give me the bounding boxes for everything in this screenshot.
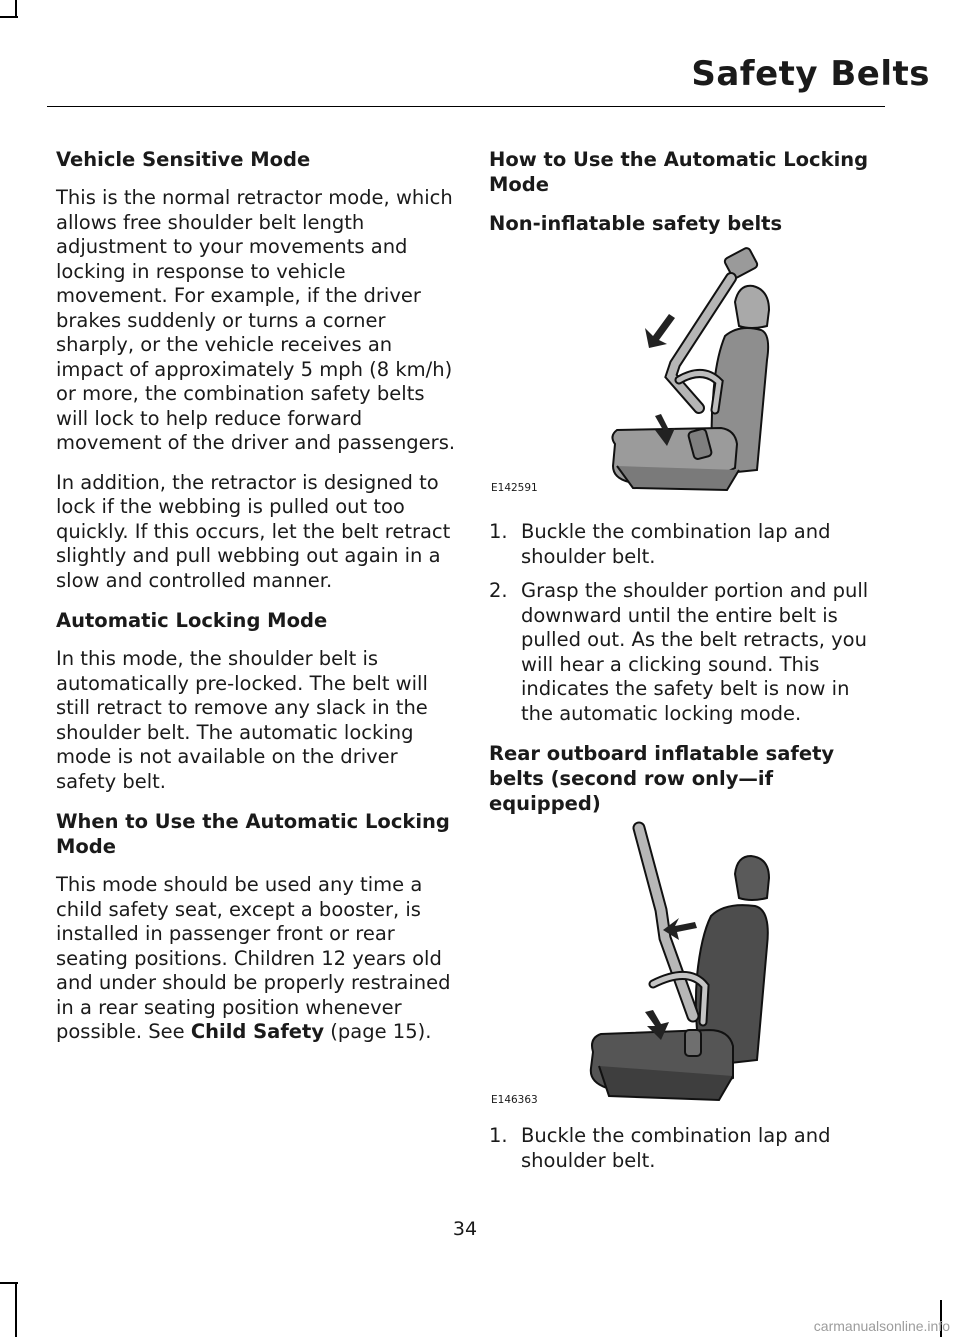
rear-seat-illustration [489, 816, 884, 1112]
paragraph: In addition, the retractor is designed to lock if the webbing is pulled out too quickly. If this occurs, let the belt retract slightly and pull webbing out again in a slow and controlled manner. [56, 470, 451, 592]
seat-illustration [489, 240, 884, 508]
heading-automatic-locking-mode: Automatic Locking Mode [56, 609, 328, 632]
heading-how-to-use: How to Use the Automatic Locking Mode [489, 148, 869, 196]
seat-belt-illustration-front [489, 240, 884, 508]
paragraph: In this mode, the shoulder belt is automatically pre-locked. The belt will still retract to remove any slack in the shoulder belt. The automatic locking mode is not available on the driver safety belt. [56, 647, 428, 793]
list-item [489, 520, 884, 569]
watermark[interactable]: carmanualsonline.info [813, 1318, 950, 1334]
right-column [489, 147, 884, 1188]
page-reference: (page 15). [324, 1020, 432, 1043]
seat-belt-illustration-rear [489, 816, 884, 1112]
paragraph: This is the normal retractor mode, which allows free shoulder belt length adjustment to your movements and locking in response to vehicle movement. For example, if the driver brakes suddenly or turns a corner sharply, or the vehicle receives an impact of approximately 5 mph (8 km/h) or more, the combination safety belts will lock to help reduce forward movement of the driver and passengers. [56, 186, 456, 454]
page-number: 34 [452, 1218, 478, 1240]
paragraph [56, 873, 456, 1045]
steps-list-2 [489, 1124, 884, 1173]
heading-non-inflatable-belts: Non-inflatable safety belts [489, 212, 783, 235]
child-safety-link[interactable]: Child Safety [190, 1020, 325, 1043]
crop-mark [15, 1282, 17, 1337]
steps-list-1 [489, 520, 884, 726]
step-text: Buckle the combination lap and shoulder belt. [521, 520, 831, 568]
crop-mark [0, 1282, 18, 1284]
figure-code: E146363 [491, 1094, 538, 1106]
step-number: 2. [489, 579, 508, 602]
heading-vehicle-sensitive-mode: Vehicle Sensitive Mode [56, 148, 311, 171]
list-item [489, 1124, 884, 1173]
paragraph-text: This mode should be used any time a child safety seat, except a booster, is installed in passenger front or rear seating positions. Children 12 years old and under should be properly restrained in a rear seating position whenever possible. See [56, 873, 451, 1043]
step-number: 1. [489, 1124, 508, 1147]
figure-code: E142591 [491, 482, 538, 494]
page-title: Safety Belts [691, 54, 930, 94]
heading-rear-outboard-belts: Rear outboard inflatable safety belts (second row only—if equipped) [489, 742, 835, 815]
step-text: Buckle the combination lap and shoulder belt. [521, 1124, 831, 1172]
header-rule [47, 106, 885, 107]
step-number: 1. [489, 520, 508, 543]
heading-when-to-use: When to Use the Automatic Locking Mode [56, 810, 450, 858]
crop-mark [0, 16, 18, 18]
left-column [56, 147, 456, 1060]
list-item [489, 579, 884, 726]
step-text: Grasp the shoulder portion and pull downward until the entire belt is pulled out. As the belt retracts, you will hear a clicking sound. This indicates the safety belt is now in the automatic locking mode. [521, 579, 869, 725]
